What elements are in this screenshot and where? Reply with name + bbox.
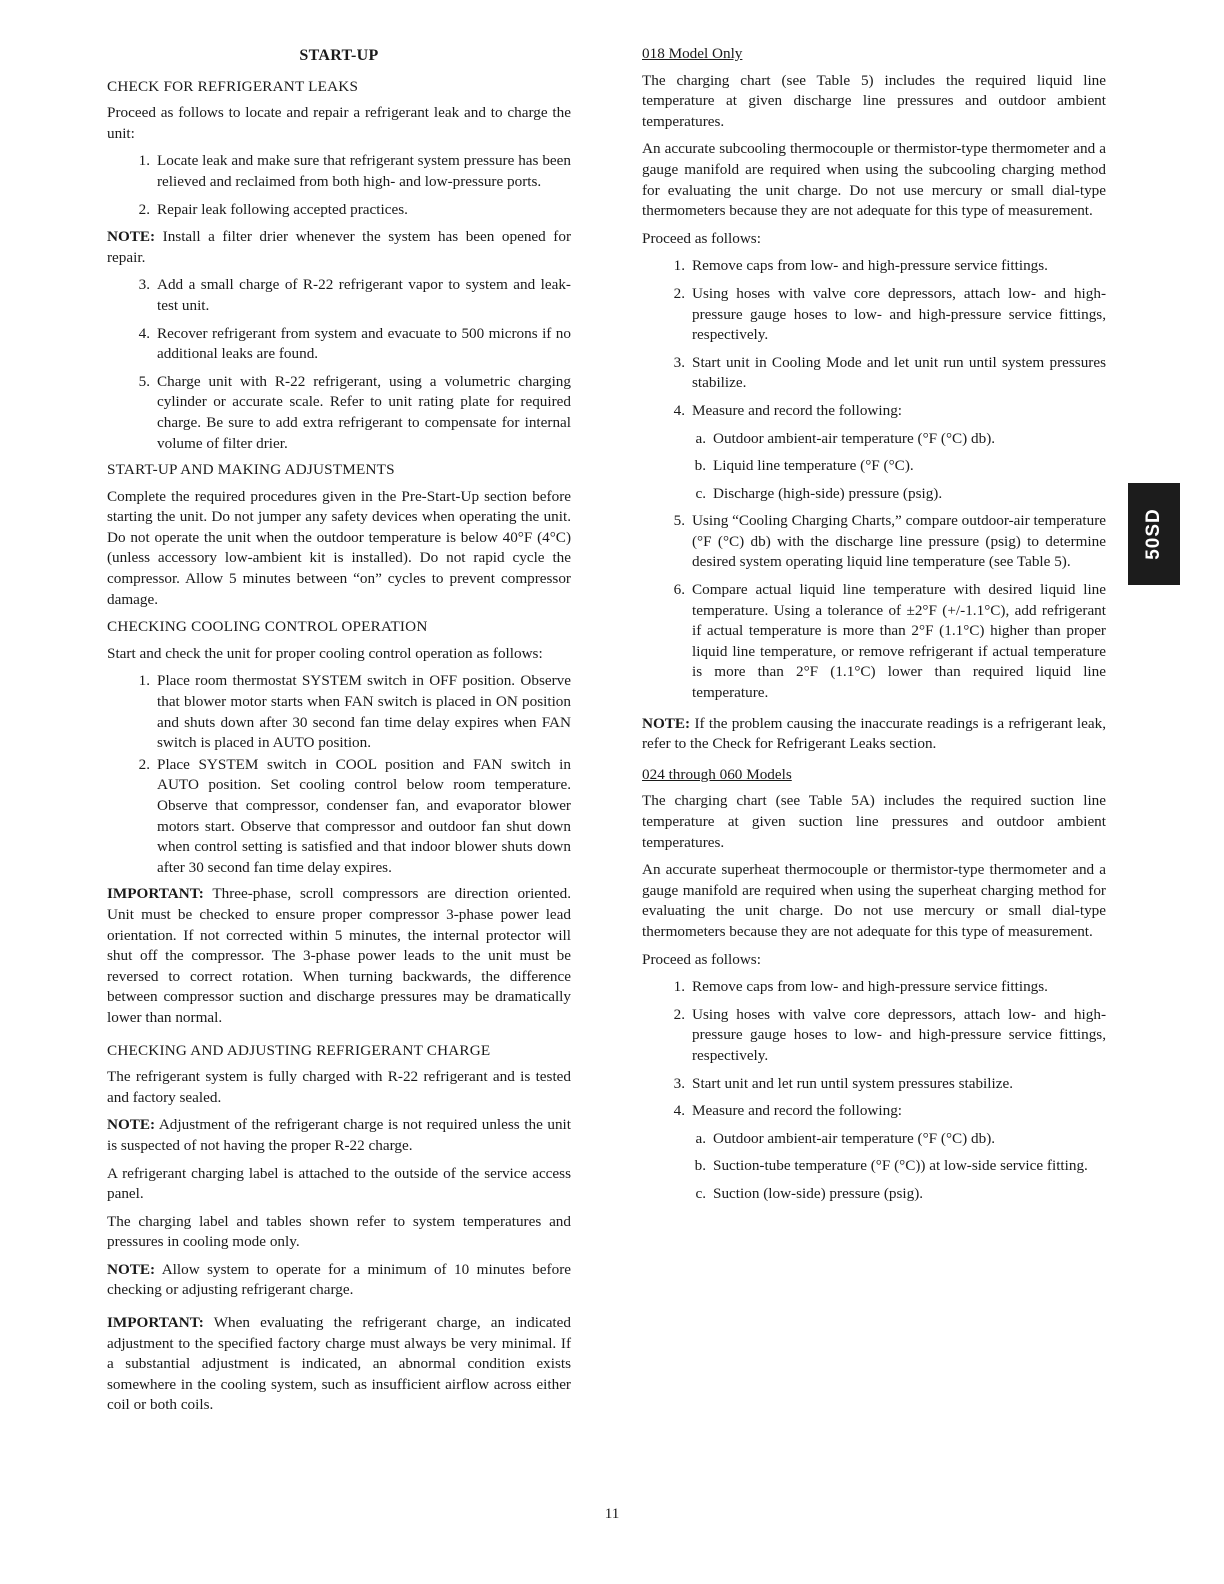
m018-proceed: Proceed as follows: (642, 229, 761, 247)
list-item: 2. Repair leak following accepted practices. (138, 200, 408, 218)
cooling-steps (107, 671, 571, 878)
list-item: a. Outdoor ambient-air temperature (°F (°C) db). (695, 1129, 996, 1147)
list-item: 2. Place SYSTEM switch in COOL position and FAN switch in AUTO position. Set cooling control below room temperature. Observe that compressor, condenser fan, and evaporator blower motors start. Observe that compressor and outdoor fan shut down when control setting is satisfied and that indoor blower shuts down after 30 second fan time delay expires. (138, 755, 571, 876)
left-column (107, 44, 571, 1423)
list-item: 4. Measure and record the following: (673, 401, 903, 419)
list-item: 5. Charge unit with R-22 refrigerant, using a volumetric charging cylinder or accurate scale. Refer to unit rating plate for required charge. Be sure to add extra refrigerant to compensate for internal volume of filter drier. (138, 372, 571, 452)
list-item: 5. Using “Cooling Charging Charts,” compare outdoor-air temperature (°F (°C) db) with the discharge line pressure (psig) to determine desired system operating liquid line temperature (see Table 5). (673, 512, 1107, 571)
page-number: 11 (604, 1505, 620, 1522)
charge-p2: A refrigerant charging label is attached to the outside of the service access panel. (107, 1164, 571, 1203)
list-item: b. Suction-tube temperature (°F (°C)) at low-side service fitting. (694, 1157, 1088, 1175)
cooling-intro: Start and check the unit for proper cooling control operation as follows: (107, 644, 543, 662)
list-item: 2. Using hoses with valve core depressors, attach low- and high-pressure gauge hoses to low- and high-pressure service fittings, respectively. (673, 1005, 1106, 1064)
leaks-note: NOTE: Install a filter drier whenever the system has been opened for repair. (107, 228, 571, 266)
charge-p1: The refrigerant system is fully charged with R-22 refrigerant and is tested and factory sealed. (107, 1068, 571, 1106)
list-item: 1. Remove caps from low- and high-pressure service fittings. (673, 257, 1048, 275)
m024-proceed: Proceed as follows: (642, 950, 761, 968)
list-item: 1. Place room thermostat SYSTEM switch in OFF position. Observe that blower motor starts when FAN switch is placed in ON position and shuts down after 30 second fan time delay expires when FAN switch is placed in AUTO position. (138, 672, 571, 752)
m018-p2: An accurate subcooling thermocouple or thermistor-type thermometer and a gauge manifold are required when using the subcooling charging method for evaluating the unit charge. Do not use mercury or small dial-type thermometers because they are not adequate for this type of measurement. (642, 140, 1106, 220)
charge-important: IMPORTANT: When evaluating the refrigerant charge, an indicated adjustment to the specified factory charge must always be very minimal. If a substantial adjustment is indicated, an abnormal condition exists somewhere in the cooling system, such as insufficient airflow across either coil or both coils. (107, 1314, 571, 1414)
m024-substeps (642, 1129, 1106, 1205)
list-item: 4. Recover refrigerant from system and evacuate to 500 microns if no additional leaks are found. (138, 324, 571, 363)
leaks-steps-b (107, 275, 571, 454)
heading-024-060-models: 024 through 060 Models (642, 765, 792, 783)
list-item: 4. Measure and record the following: (673, 1102, 903, 1120)
list-item: 3. Start unit and let run until system pressures stabilize. (673, 1074, 1013, 1092)
charge-note1: NOTE: Adjustment of the refrigerant charge is not required unless the unit is suspected of not having the proper R-22 charge. (107, 1116, 571, 1154)
m018-steps (642, 256, 1106, 421)
right-column (642, 44, 1106, 1212)
model-tab-label: 50SD (1143, 508, 1164, 560)
list-item: 1. Remove caps from low- and high-pressure service fittings. (673, 978, 1048, 996)
m024-steps (642, 977, 1106, 1122)
list-item: c. Discharge (high-side) pressure (psig). (695, 484, 943, 502)
heading-refrigerant-charge: CHECKING AND ADJUSTING REFRIGERANT CHARGE (107, 1041, 491, 1059)
m018-note: NOTE: If the problem causing the inaccurate readings is a refrigerant leak, refer to the Check for Refrigerant Leaks section. (642, 714, 1106, 753)
heading-leaks: CHECK FOR REFRIGERANT LEAKS (107, 77, 359, 95)
list-item: a. Outdoor ambient-air temperature (°F (°C) db). (695, 429, 996, 447)
list-item: b. Liquid line temperature (°F (°C). (694, 457, 914, 475)
m024-p2: An accurate superheat thermocouple or thermistor-type thermometer and a gauge manifold are required when using the superheat charging method for evaluating the unit charge. Do not use mercury or small dial-type thermometers because they are not adequate for this type of measurement. (642, 861, 1106, 940)
m018-p1: The charging chart (see Table 5) includes the required liquid line temperature at given discharge line pressures and outdoor ambient temperatures. (642, 71, 1106, 130)
list-item: 3. Start unit in Cooling Mode and let unit run until system pressures stabilize. (673, 353, 1106, 392)
adjustments-text: Complete the required procedures given in the Pre-Start-Up section before starting the unit. Do not jumper any safety devices when operating the unit. Do not operate the unit when the outdoor temperature is below 40°F (4°C) (unless accessory low-ambient kit is installed). Do not rapid cycle the compressor. Allow 5 minutes between “on” cycles to prevent compressor damage. (107, 487, 571, 608)
charge-note2: NOTE: Allow system to operate for a minimum of 10 minutes before checking or adjusting refrigerant charge. (107, 1260, 571, 1299)
list-item: 1. Locate leak and make sure that refrigerant system pressure has been relieved and reclaimed from both high- and low-pressure ports. (138, 152, 571, 190)
leaks-steps-a (107, 151, 571, 220)
cooling-important: IMPORTANT: Three-phase, scroll compressors are direction oriented. Unit must be checked to ensure proper compressor 3-phase power lead orientation. If not corrected within 5 minutes, the internal protector will shut off the compressor. The 3-phase power leads to the unit must be reversed to correct rotation. When turning backwards, the difference between compressor suction and discharge pressures may be dramatically lower than normal. (107, 885, 571, 1026)
section-title: START-UP (299, 47, 379, 64)
model-tab (1128, 483, 1180, 585)
list-item: c. Suction (low-side) pressure (psig). (695, 1184, 924, 1202)
m024-p1: The charging chart (see Table 5A) includes the required suction line temperature at given suction line pressures and outdoor ambient temperatures. (642, 792, 1106, 851)
heading-018-model: 018 Model Only (642, 45, 743, 62)
list-item: 2. Using hoses with valve core depressors, attach low- and high-pressure gauge hoses to low- and high-pressure service fittings, respectively. (673, 284, 1106, 344)
list-item: 3. Add a small charge of R-22 refrigerant vapor to system and leak-test unit. (138, 276, 571, 314)
m018-steps-2 (642, 511, 1106, 703)
charge-p3: The charging label and tables shown refer to system temperatures and pressures in cooling mode only. (107, 1212, 571, 1251)
leaks-intro: Proceed as follows to locate and repair a refrigerant leak and to charge the unit: (107, 104, 571, 142)
heading-adjustments: START-UP AND MAKING ADJUSTMENTS (107, 461, 395, 479)
m018-substeps (642, 429, 1106, 505)
list-item: 6. Compare actual liquid line temperature with desired liquid line temperature. Using a tolerance of ±2°F (+/-1.1°C), add refrigerant if actual temperature is more than 2°F (1.1°C) higher than proper liquid line temperature, or remove refrigerant if actual temperature is more than 2°F (1.1°C) lower than required liquid line temperature. (673, 581, 1106, 702)
heading-cooling-control: CHECKING COOLING CONTROL OPERATION (107, 618, 428, 636)
